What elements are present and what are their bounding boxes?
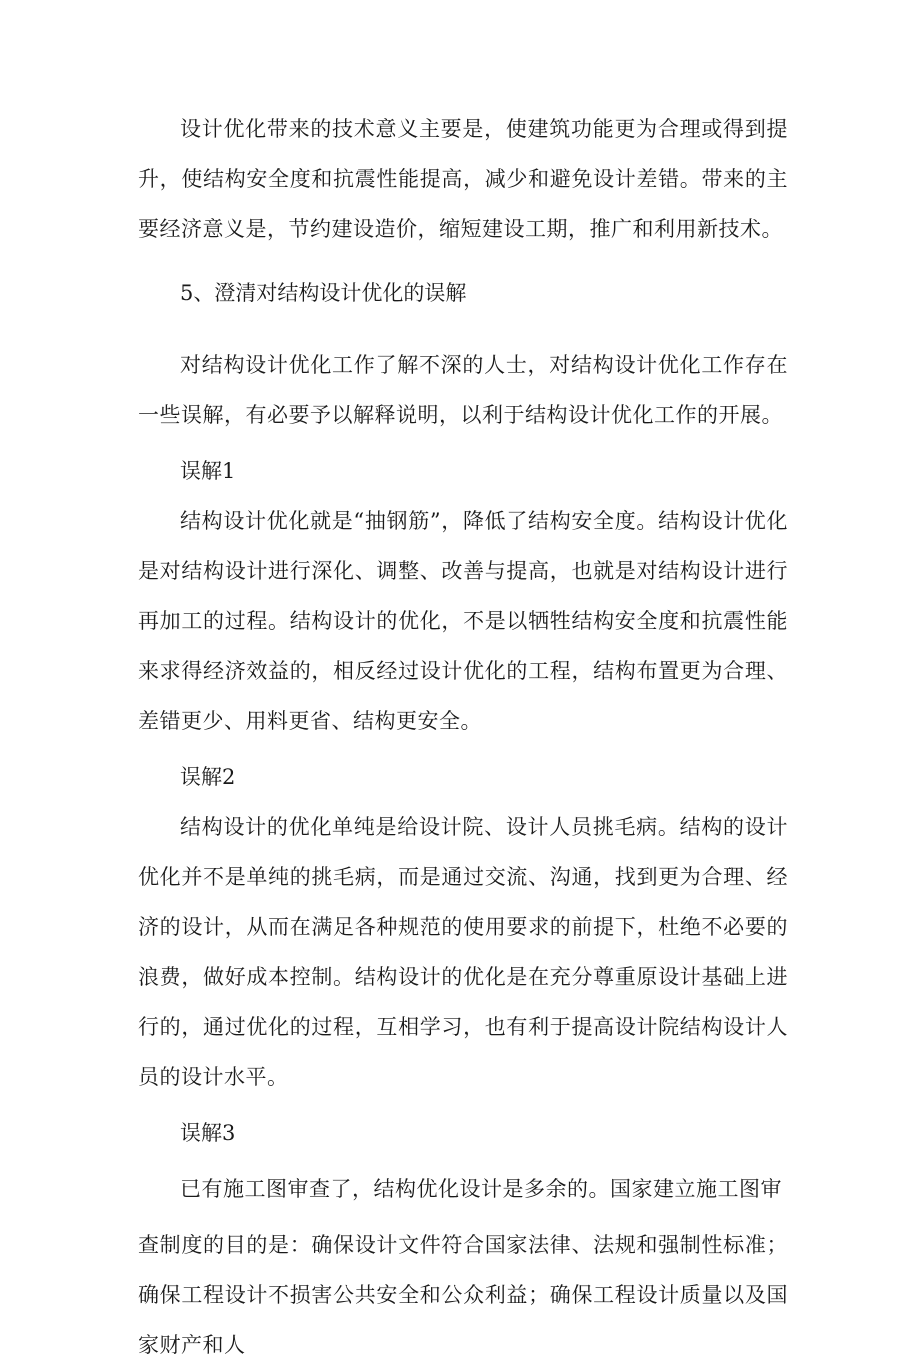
misunderstanding-3-body-continued: 查制度的目的是：确保设计文件符合国家法律、法规和强制性标准；确保工程设计不损害公共安全和公众利益；确保工程设计质量以及国家财产和人 (138, 1233, 788, 1357)
misunderstanding-2-body: 结构设计的优化单纯是给设计院、设计人员挑毛病。结构的设计优化并不是单纯的挑毛病，而是通过交流、沟通，找到更为合理、经济的设计，从而在满足各种规范的使用要求的前提下，杜绝不必要的浪费，做好成本控制。结构设计的优化是在充分尊重原设计基础上进行的，通过优化的过程，互相学习，也有利于提高设计院结构设计人员的设计水平。 (138, 815, 788, 1089)
misunderstanding-3-body-start: 已有施工图审查了，结构优化设计是多余的。国家建立施工图审 (180, 1177, 782, 1201)
section-heading-5: 5、澄清对结构设计优化的误解 (180, 281, 467, 305)
misunderstanding-3-title: 误解3 (180, 1121, 236, 1145)
misunderstanding-1-title: 误解1 (180, 459, 236, 483)
paragraph-technical-significance: 设计优化带来的技术意义主要是，使建筑功能更为合理或得到提升，使结构安全度和抗震性能提高，减少和避免设计差错。带来的主要经济意义是，节约建设造价，缩短建设工期，推广和利用新技术。 (138, 117, 788, 241)
misunderstanding-1-body: 结构设计优化就是“抽钢筋”，降低了结构安全度。结构设计优化是对结构设计进行深化、调整、改善与提高，也就是对结构设计进行再加工的过程。结构设计的优化，不是以牺牲结构安全度和抗震性能来求得经济效益的，相反经过设计优化的工程，结构布置更为合理、差错更少、用料更省、结构更安全。 (138, 509, 788, 733)
paragraph-misunderstandings-intro: 对结构设计优化工作了解不深的人士，对结构设计优化工作存在一些误解，有必要予以解释说明，以利于结构设计优化工作的开展。 (138, 353, 788, 427)
misunderstanding-2-title: 误解2 (180, 765, 236, 789)
document-page (138, 104, 788, 1370)
